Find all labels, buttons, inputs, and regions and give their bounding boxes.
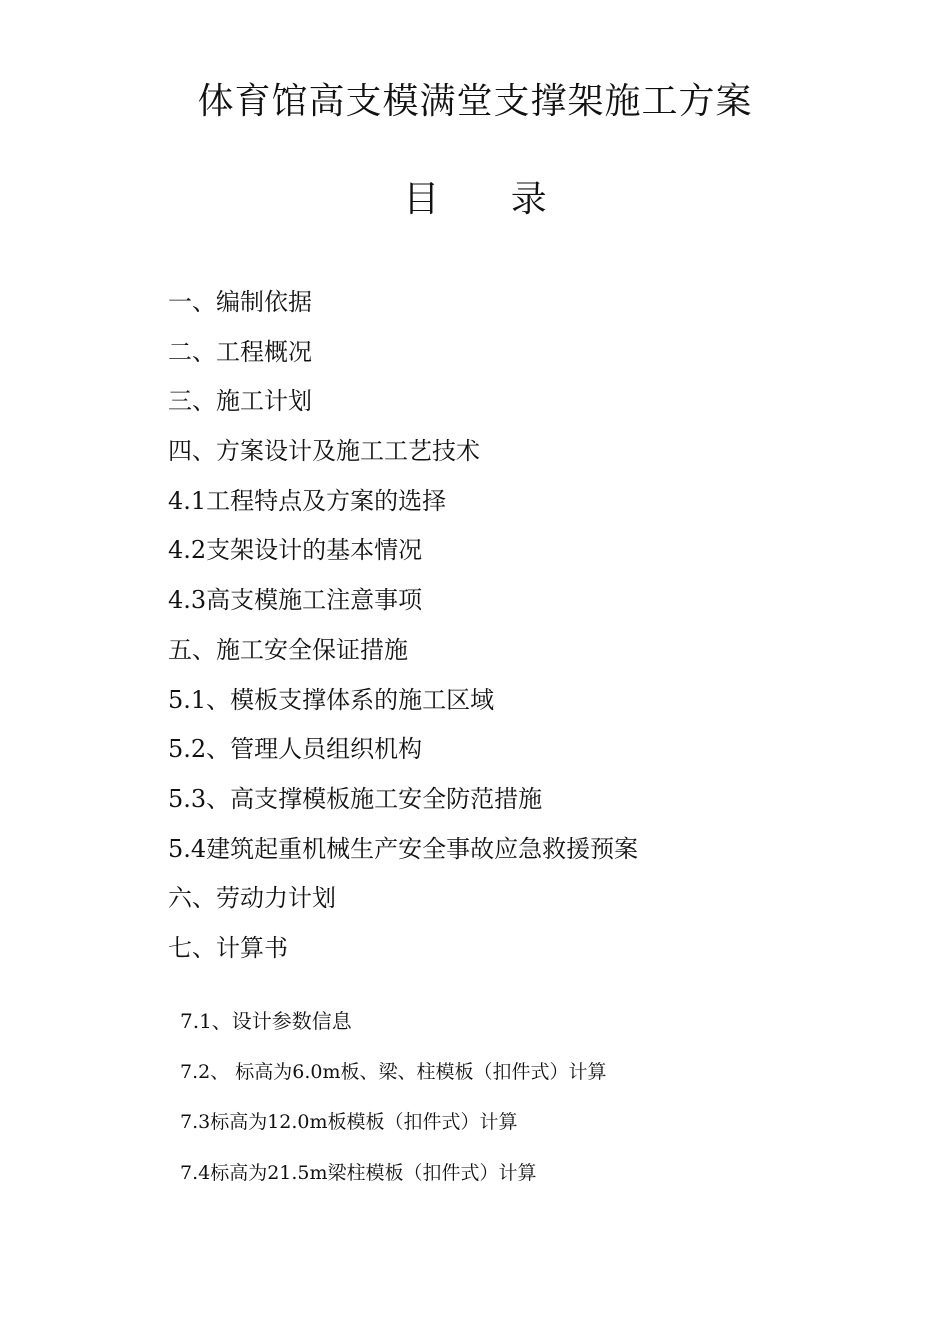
toc-sublist <box>180 996 607 1198</box>
toc-item: 5.4建筑起重机械生产安全事故应急救援预案 <box>168 834 639 863</box>
toc-item: 一、编制依据 <box>168 288 312 316</box>
toc-subitem: 7.2、 标高为6.0m板、梁、柱模板（扣件式）计算 <box>180 1060 607 1083</box>
toc-item: 5.1、模板支撑体系的施工区域 <box>168 685 495 714</box>
toc-item: 5.2、管理人员组织机构 <box>168 735 423 764</box>
toc-subitem: 7.3标高为12.0m板模板（扣件式）计算 <box>180 1111 518 1133</box>
toc-item: 七、计算书 <box>168 933 288 962</box>
document-title: 体育馆高支模满堂支撑架施工方案 <box>197 81 753 122</box>
toc-subitem: 7.1、设计参数信息 <box>180 1009 352 1033</box>
toc-subitem: 7.4标高为21.5m梁柱模板（扣件式）计算 <box>180 1161 537 1184</box>
toc-item: 四、方案设计及施工工艺技术 <box>168 437 480 466</box>
toc-list <box>168 278 638 974</box>
toc-item: 五、施工安全保证措施 <box>168 635 408 664</box>
toc-item: 4.3高支模施工注意事项 <box>168 586 423 615</box>
toc-item: 5.3、高支撑模板施工安全防范措施 <box>168 784 543 813</box>
toc-item: 4.2支架设计的基本情况 <box>168 536 423 565</box>
toc-item: 六、劳动力计划 <box>168 884 336 913</box>
toc-item: 二、工程概况 <box>168 337 312 366</box>
toc-item: 4.1工程特点及方案的选择 <box>168 486 447 515</box>
toc-heading: 目 录 <box>403 179 577 220</box>
toc-item: 三、施工计划 <box>168 387 312 416</box>
